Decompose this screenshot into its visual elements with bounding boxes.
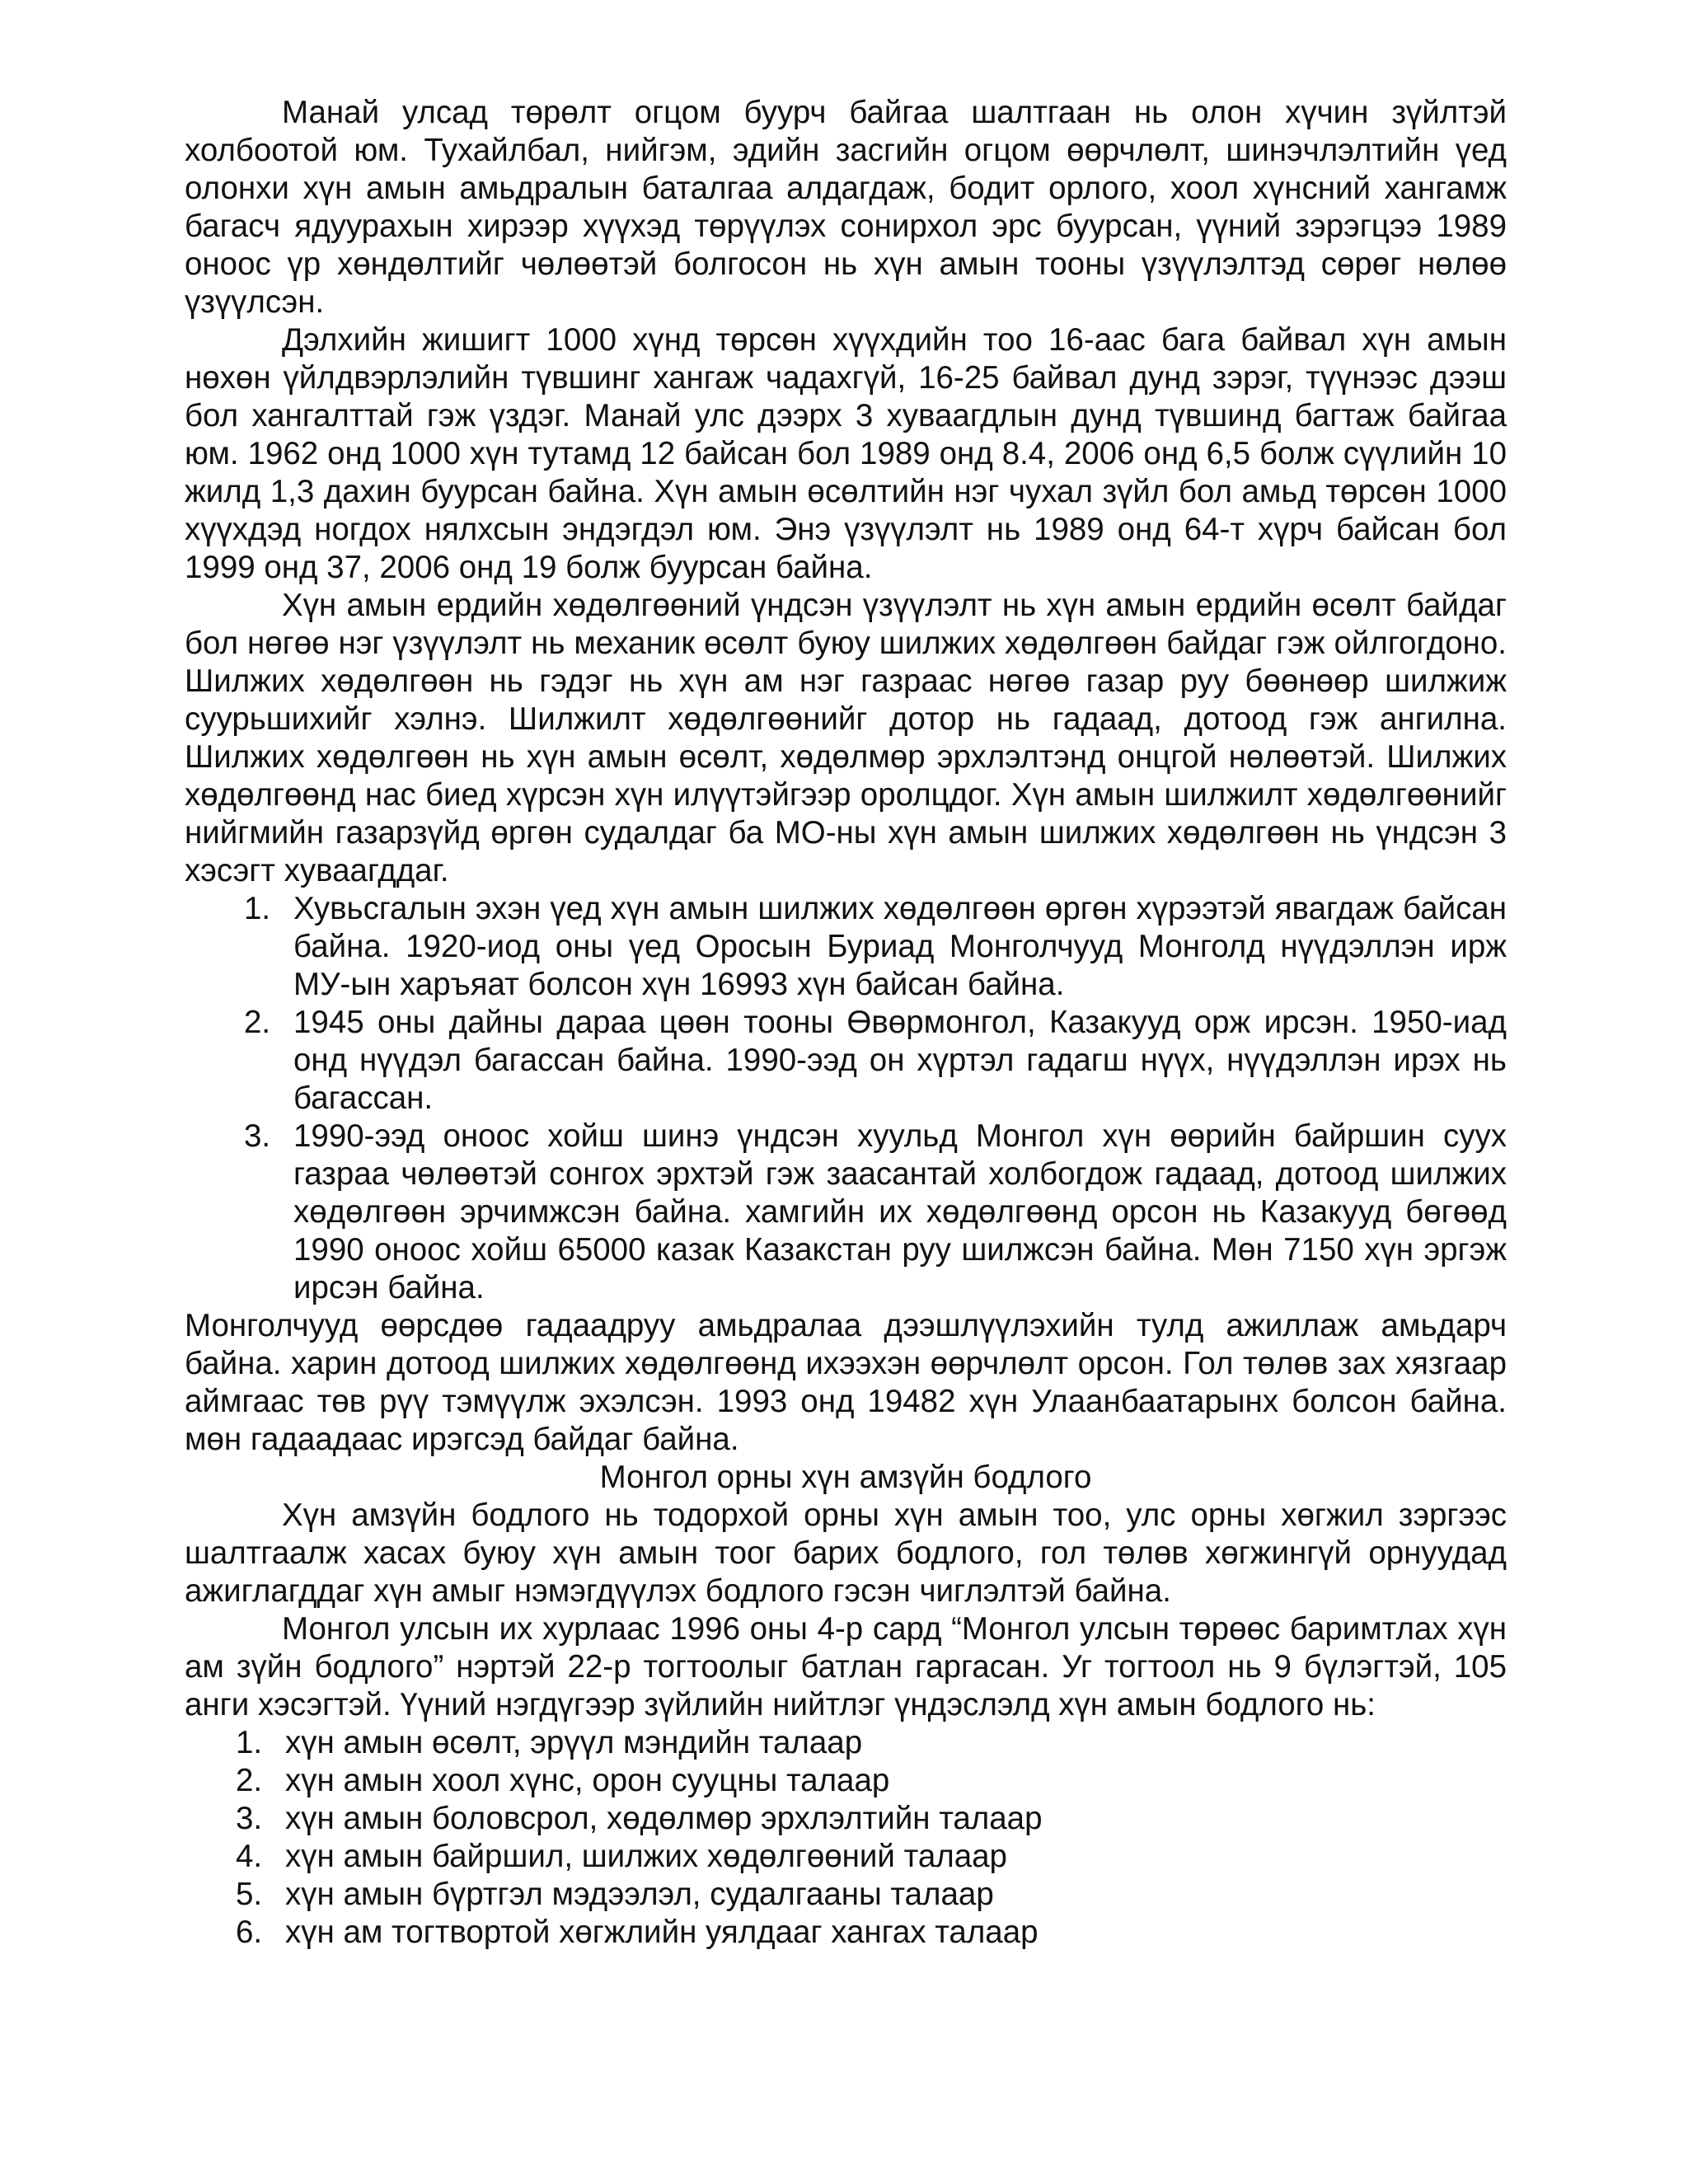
list-number: 1. — [236, 1725, 263, 1760]
list-item — [185, 1724, 1507, 1762]
list-text: хүн амын өсөлт, эрүүл мэндийн талаар — [285, 1725, 863, 1760]
migration-stages-list — [185, 890, 1507, 1307]
list-number: 3. — [236, 1801, 263, 1836]
list-text: хүн ам тогтвортой хөгжлийн уялдааг хангах талаар — [285, 1915, 1039, 1950]
paragraph-birth-decline: Манай улсад төрөлт огцом буурч байгаа шалтгаан нь олон хүчин зүйлтэй холбоотой юм. Тухайлбал, нийгэм, эдийн засгийн огцом өөрчлөлт, шинэчлэлтийн үед олонхи хүн амын амьдралын баталгаа алдагдаж, бодит орлого, хоол хүнсний хангамж багасч ядуурахын хирээр хүүхэд төрүүлэх сонирхол эрс буурсан, үүний зэрэгцээ 1989 оноос үр хөндөлтийг чөлөөтэй болгосон нь хүн амын тооны үзүүлэлтэд сөрөг нөлөө үзүүлсэн. — [185, 95, 1507, 320]
list-text: Хувьсгалын эхэн үед хүн амын шилжих хөдөлгөөн өргөн хүрээтэй явагдаж байсан байна. 1920-иод оны үед Оросын Буриад Монголчууд Монголд нүүдэллэн ирж МУ-ын харъяат болсон хүн 16993 хүн байсан байна. — [293, 891, 1507, 1002]
list-item — [185, 1762, 1507, 1800]
list-number: 2. — [236, 1763, 263, 1798]
list-item — [185, 890, 1507, 1004]
list-text: хүн амын байршил, шилжих хөдөлгөөний талаар — [285, 1839, 1007, 1874]
list-item — [185, 1838, 1507, 1876]
section-title: Монгол орны хүн амзүйн бодлого — [599, 1460, 1092, 1495]
paragraph-migration: Хүн амын ердийн хөдөлгөөний үндсэн үзүүлэлт нь хүн амын ердийн өсөлт байдаг бол нөгөө нэг үзүүлэлт нь механик өсөлт буюу шилжих хөдөлгөөн байдаг гэж ойлгогдоно. Шилжих хөдөлгөөн нь гэдэг нь хүн ам нэг газраас нөгөө газар руу бөөнөөр шилжиж суурьшихийг хэлнэ. Шилжилт хөдөлгөөнийг дотор нь гадаад, дотоод гэж ангилна. Шилжих хөдөлгөөн нь хүн амын өсөлт, хөдөлмөр эрхлэлтэнд онцгой нөлөөтэй. Шилжих хөдөлгөөнд нас биед хүрсэн хүн илүүтэйгээр оролцдог. Хүн амын шилжилт хөдөлгөөнийг нийгмийн газарзүйд өргөн судалдаг ба МО-ны хүн амын шилжих хөдөлгөөн нь үндсэн 3 хэсэгт хуваагддаг. — [185, 588, 1507, 888]
list-text: 1945 оны дайны дараа цөөн тооны Өвөрмонгол, Казакууд орж ирсэн. 1950-иад онд нүүдэл багассан байна. 1990-ээд он хүртэл гадагш нүүх, нүүдэллэн ирэх нь багассан. — [293, 1005, 1507, 1116]
document-page — [185, 94, 1507, 1952]
list-item — [185, 1118, 1507, 1307]
paragraph-internal-migration: Монголчууд өөрсдөө гадаадруу амьдралаа дээшлүүлэхийн тулд ажиллаж амьдарч байна. харин дотоод шилжих хөдөлгөөнд ихээхэн өөрчлөлт орсон. Гол төлөв зах хязгаар аймгаас төв рүү тэмүүлж эхэлсэн. 1993 онд 19482 хүн Улаанбаатарынх болсон байна. мөн гадаадаас ирэгсэд байдаг байна. — [185, 1308, 1507, 1457]
list-item — [185, 1004, 1507, 1118]
list-number: 1. — [244, 891, 271, 926]
list-item — [185, 1914, 1507, 1952]
list-text: хүн амын хоол хүнс, орон сууцны талаар — [285, 1763, 890, 1798]
list-item — [185, 1876, 1507, 1914]
policy-areas-list — [185, 1724, 1507, 1952]
list-number: 5. — [236, 1877, 263, 1912]
paragraph-world-standard: Дэлхийн жишигт 1000 хүнд төрсөн хүүхдийн тоо 16-аас бага байвал хүн амын нөхөн үйлдвэрлэлийн түвшинг хангаж чадахгүй, 16-25 байвал дунд зэрэг, түүнээс дээш бол хангалттай гэж үздэг. Манай улс дээрх 3 хуваагдлын дунд түвшинд багтаж байгаа юм. 1962 онд 1000 хүн тутамд 12 байсан бол 1989 онд 8.4, 2006 онд 6,5 болж сүүлийн 10 жилд 1,3 дахин буурсан байна. Хүн амын өсөлтийн нэг чухал зүйл бол амьд төрсөн 1000 хүүхдэд ногдох нялхсын эндэгдэл юм. Энэ үзүүлэлт нь 1989 онд 64-т хүрч байсан бол 1999 онд 37, 2006 онд 19 болж буурсан байна. — [185, 322, 1507, 585]
list-text: хүн амын бүртгэл мэдээлэл, судалгааны талаар — [285, 1877, 994, 1912]
list-number: 2. — [244, 1005, 271, 1040]
list-number: 4. — [236, 1839, 263, 1874]
list-number: 6. — [236, 1915, 263, 1950]
paragraph-parliament-resolution: Монгол улсын их хурлаас 1996 оны 4-р сард “Монгол улсын төрөөс баримтлах хүн ам зүйн бодлого” нэртэй 22-р тогтоолыг батлан гаргасан. Уг тогтоол нь 9 бүлэгтэй, 105 анги хэсэгтэй. Үүний нэгдүгээр зүйлийн нийтлэг үндэслэлд хүн амын бодлого нь: — [185, 1611, 1507, 1722]
list-item — [185, 1800, 1507, 1838]
paragraph-policy-definition: Хүн амзүйн бодлого нь тодорхой орны хүн амын тоо, улс орны хөгжил зэргээс шалтгаалж хасах буюу хүн амын тоог барих бодлого, гол төлөв хөгжингүй орнуудад ажиглагддаг хүн амыг нэмэгдүүлэх бодлого гэсэн чиглэлтэй байна. — [185, 1497, 1507, 1609]
list-text: 1990-ээд оноос хойш шинэ үндсэн хуульд Монгол хүн өөрийн байршин суух газраа чөлөөтэй сонгох эрхтэй гэж заасантай холбогдож гадаад, дотоод шилжих хөдөлгөөн эрчимжсэн байна. хамгийн их хөдөлгөөнд орсон нь Казакууд бөгөөд 1990 оноос хойш 65000 казак Казакстан руу шилжсэн байна. Мөн 7150 хүн эргэж ирсэн байна. — [293, 1118, 1507, 1305]
list-number: 3. — [244, 1118, 271, 1154]
list-text: хүн амын боловсрол, хөдөлмөр эрхлэлтийн талаар — [285, 1801, 1043, 1836]
